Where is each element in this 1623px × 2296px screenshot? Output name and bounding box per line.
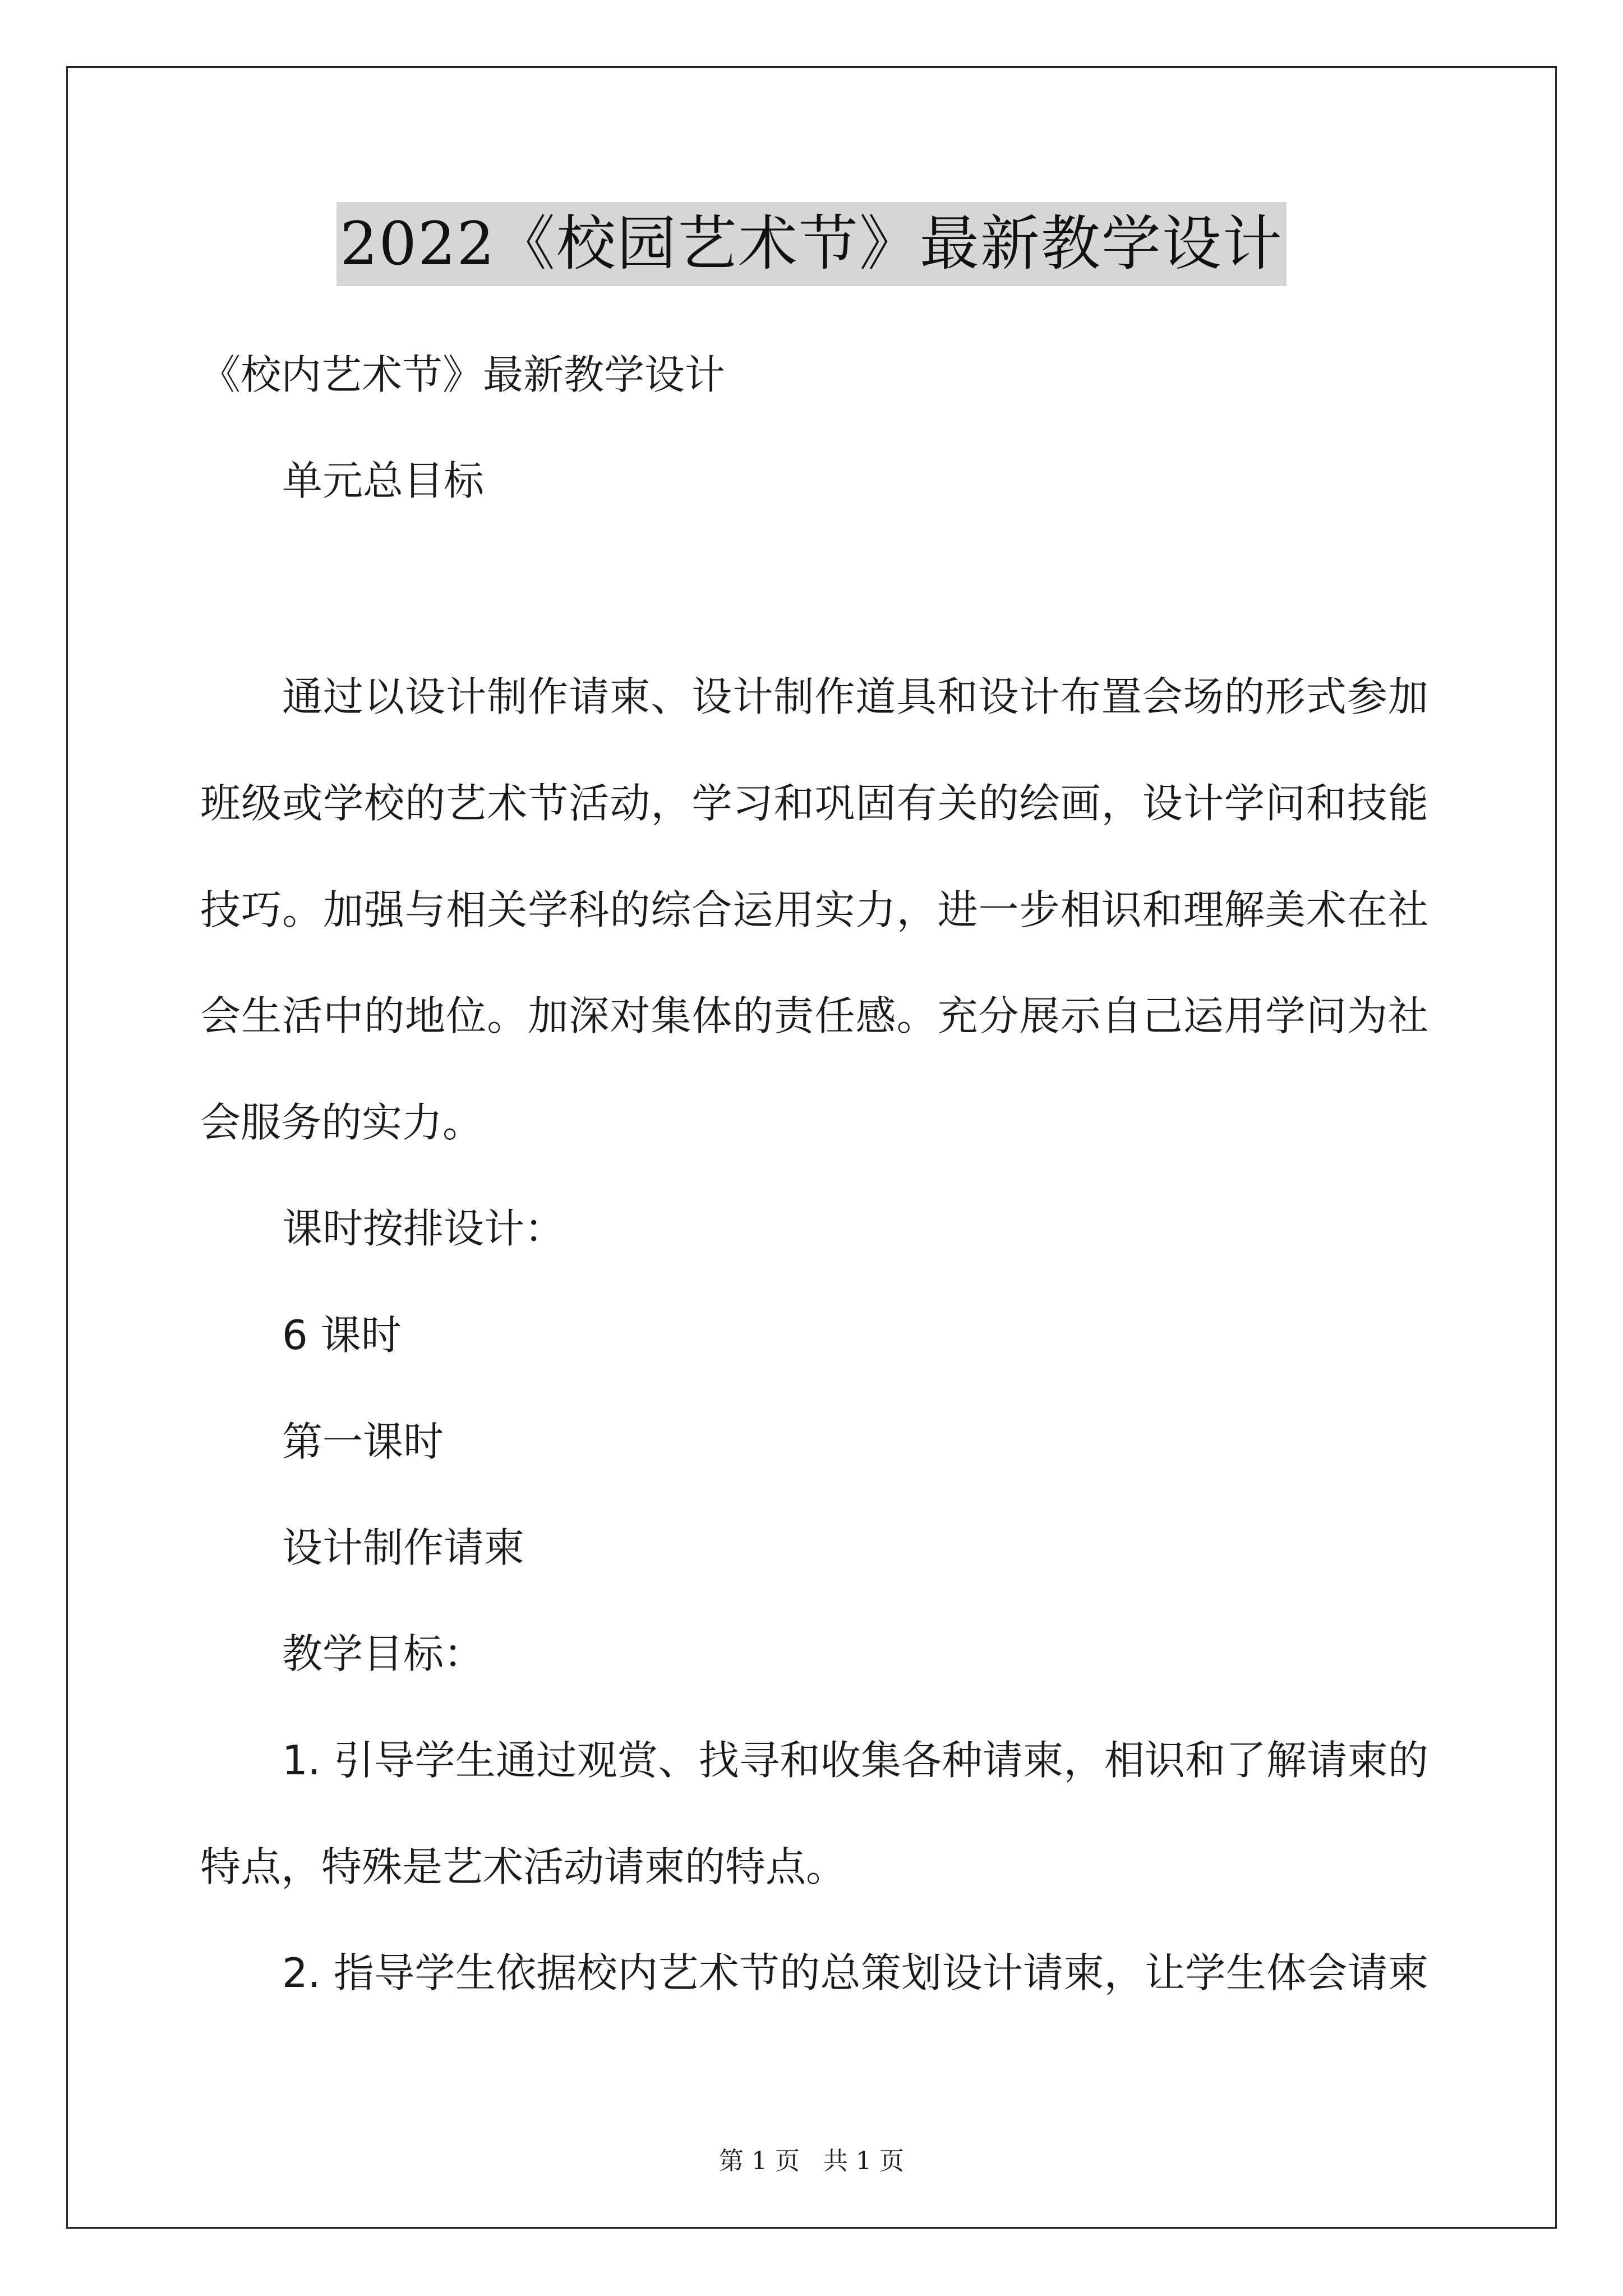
goal-paragraph-line: 技巧。加强与相关学科的综合运用实力，进一步相识和理解美术在社 [200,886,1428,933]
goal-paragraph-line: 会服务的实力。 [200,1099,483,1146]
goal-paragraph-line: 会生活中的地位。加深对集体的责任感。充分展示自己运用学问为社 [200,992,1428,1039]
title-container [0,202,1623,286]
goal-paragraph-line: 班级或学校的艺术节活动，学习和巩固有关的绘画，设计学问和技能 [200,780,1428,827]
objective-1-line: 1. 引导学生通过观赏、找寻和收集各种请柬，相识和了解请柬的 [282,1737,1428,1784]
document-title: 2022《校园艺术节》最新教学设计 [336,202,1287,286]
document-subtitle: 《校内艺术节》最新教学设计 [200,351,726,398]
page-footer: 第 1 页 共 1 页 [719,2147,904,2175]
lesson-one-heading: 第一课时 [282,1418,444,1465]
schedule-label: 课时按排设计： [282,1205,565,1252]
section-heading: 单元总目标 [282,457,485,504]
lesson-one-topic: 设计制作请柬 [282,1524,525,1571]
total-hours: 6 课时 [282,1312,402,1359]
objective-2-line: 2. 指导学生依据校内艺术节的总策划设计请柬，让学生体会请柬 [282,1949,1428,1996]
goal-paragraph-line: 通过以设计制作请柬、设计制作道具和设计布置会场的形式参加 [282,673,1428,720]
objectives-label: 教学目标： [282,1630,485,1677]
objective-1-line: 特点，特殊是艺术活动请柬的特点。 [200,1843,847,1890]
